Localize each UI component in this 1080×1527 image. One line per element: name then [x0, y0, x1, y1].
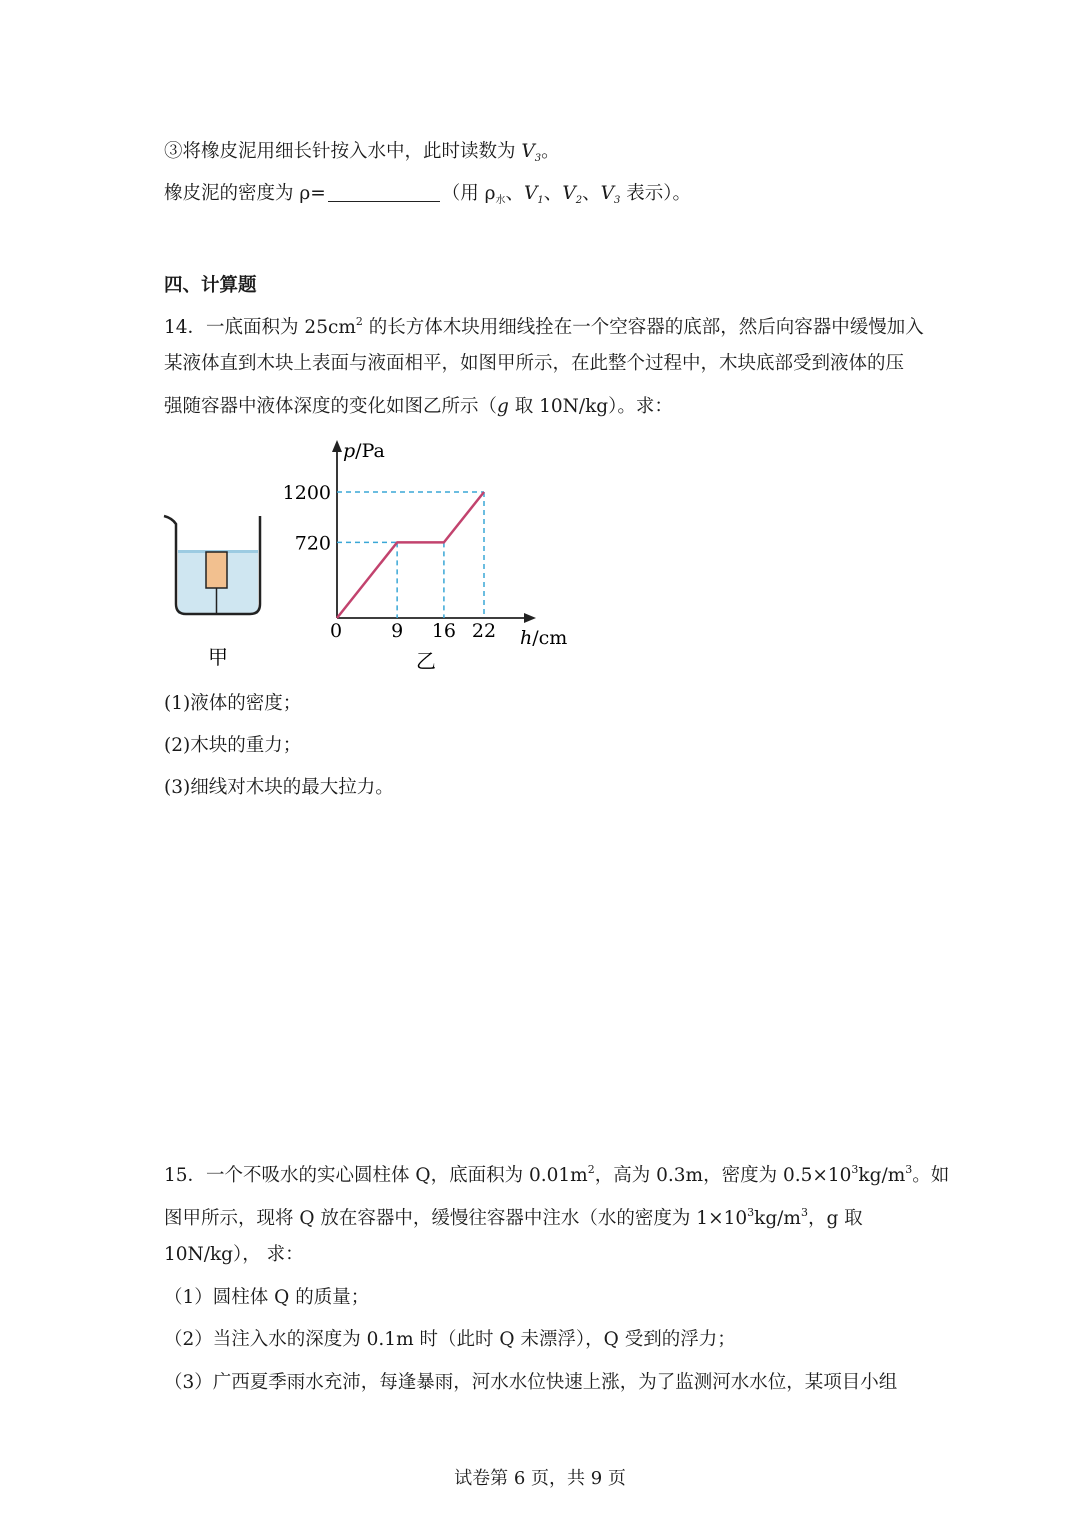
q14-sub2: (2)木块的重力； — [164, 735, 302, 756]
x-tick-label: 9 — [391, 620, 404, 642]
pressure-graph — [283, 440, 568, 673]
x-tick-label: 22 — [471, 620, 497, 642]
q15-line1-d: 。如 — [912, 1165, 950, 1186]
q15-line1 — [164, 1158, 949, 1188]
y-tick-label: 720 — [294, 532, 331, 555]
q14-line3-a: 强随容器中液体深度的变化如图乙所示（ — [164, 396, 498, 417]
q14-sub3: (3)细线对木块的最大拉力。 — [164, 777, 394, 798]
figure — [150, 432, 590, 682]
q13-step3-text: ③将橡皮泥用细长针按入水中，此时读数为 — [164, 141, 522, 162]
v3-var: V — [521, 141, 535, 162]
q14-line3 — [164, 395, 673, 419]
sep: 、 — [505, 183, 525, 204]
q15-line1-b: ，高为 0.3m，密度为 0.5×10 — [594, 1165, 852, 1186]
q15-line2-c: ，g 取 — [807, 1208, 863, 1229]
y-axis-arrow — [332, 440, 342, 452]
v3-sub: 3 — [613, 195, 621, 206]
v3-sub: 3 — [534, 153, 542, 164]
q13-step3-end: 。 — [541, 141, 560, 162]
v2-sub: 2 — [575, 195, 583, 206]
sup: 3 — [905, 1163, 913, 1176]
v1-var: V — [524, 183, 538, 204]
q15-sub1: （1）圆柱体 Q 的质量； — [164, 1287, 370, 1308]
q14-line1-b: 的长方体木块用细线拴在一个空容器的底部，然后向容器中缓慢加入 — [362, 317, 924, 338]
x-tick-label: 16 — [431, 620, 457, 642]
v1-sub: 1 — [537, 195, 544, 206]
q15-sub3: （3）广西夏季雨水充沛，每逢暴雨，河水水位快速上涨，为了监测河水水位，某项目小组 — [164, 1372, 898, 1393]
y-axis-label: p/Pa — [343, 440, 385, 462]
label-yi: 乙 — [416, 649, 436, 673]
answer-blank[interactable] — [328, 183, 440, 202]
q15-line2 — [164, 1201, 863, 1231]
q13-step3 — [164, 140, 560, 171]
q14-sup: 2 — [355, 315, 363, 328]
g-var: g — [497, 396, 509, 417]
page-footer: 试卷第 6 页，共 9 页 — [454, 1468, 626, 1489]
label-jia: 甲 — [208, 645, 228, 669]
y-tick-label: 1200 — [282, 482, 331, 504]
rho-water-sub: 水 — [495, 195, 506, 206]
x-axis-label: h/cm — [520, 627, 568, 649]
beaker-diagram — [164, 516, 260, 669]
sup: 3 — [747, 1206, 755, 1219]
q14-sub1: (1)液体的密度； — [164, 693, 302, 714]
q15-line2-b: kg/m — [754, 1208, 801, 1229]
sup: 3 — [851, 1163, 859, 1176]
section-heading: 四、计算题 — [164, 275, 257, 296]
q14-line3-b: 取 10N/kg）。求： — [508, 396, 673, 417]
wood-block — [206, 552, 227, 588]
density-lead: 橡皮泥的密度为 ρ= — [164, 183, 326, 204]
v2-var: V — [562, 183, 576, 204]
origin-label: 0 — [329, 620, 343, 642]
q15-line2-a: 图甲所示，现将 Q 放在容器中，缓慢往容器中注水（水的密度为 1×10 — [164, 1208, 748, 1229]
sup: 2 — [587, 1163, 595, 1176]
v3-var: V — [600, 183, 614, 204]
q15-line1-a: 15．一个不吸水的实心圆柱体 Q，底面积为 0.01m — [164, 1165, 588, 1186]
q14-line1 — [164, 310, 924, 340]
q14-line1-a: 14．一底面积为 25cm — [164, 317, 356, 338]
q14-line2: 某液体直到木块上表面与液面相平，如图甲所示，在此整个过程中，木块底部受到液体的压 — [164, 353, 905, 374]
x-axis-arrow — [524, 613, 536, 623]
sep: 、 — [543, 183, 563, 204]
q15-sub2: （2）当注入水的深度为 0.1m 时（此时 Q 未漂浮），Q 受到的浮力； — [164, 1329, 736, 1350]
sep: 、 — [582, 183, 601, 204]
sup: 3 — [800, 1206, 808, 1219]
q13-density — [164, 182, 691, 213]
density-open: （用 ρ — [441, 183, 496, 204]
q15-line1-c: kg/m — [858, 1165, 906, 1186]
density-close: 表示）。 — [620, 183, 691, 204]
q15-line3: 10N/kg）， 求： — [164, 1244, 304, 1265]
pressure-line — [337, 492, 484, 618]
